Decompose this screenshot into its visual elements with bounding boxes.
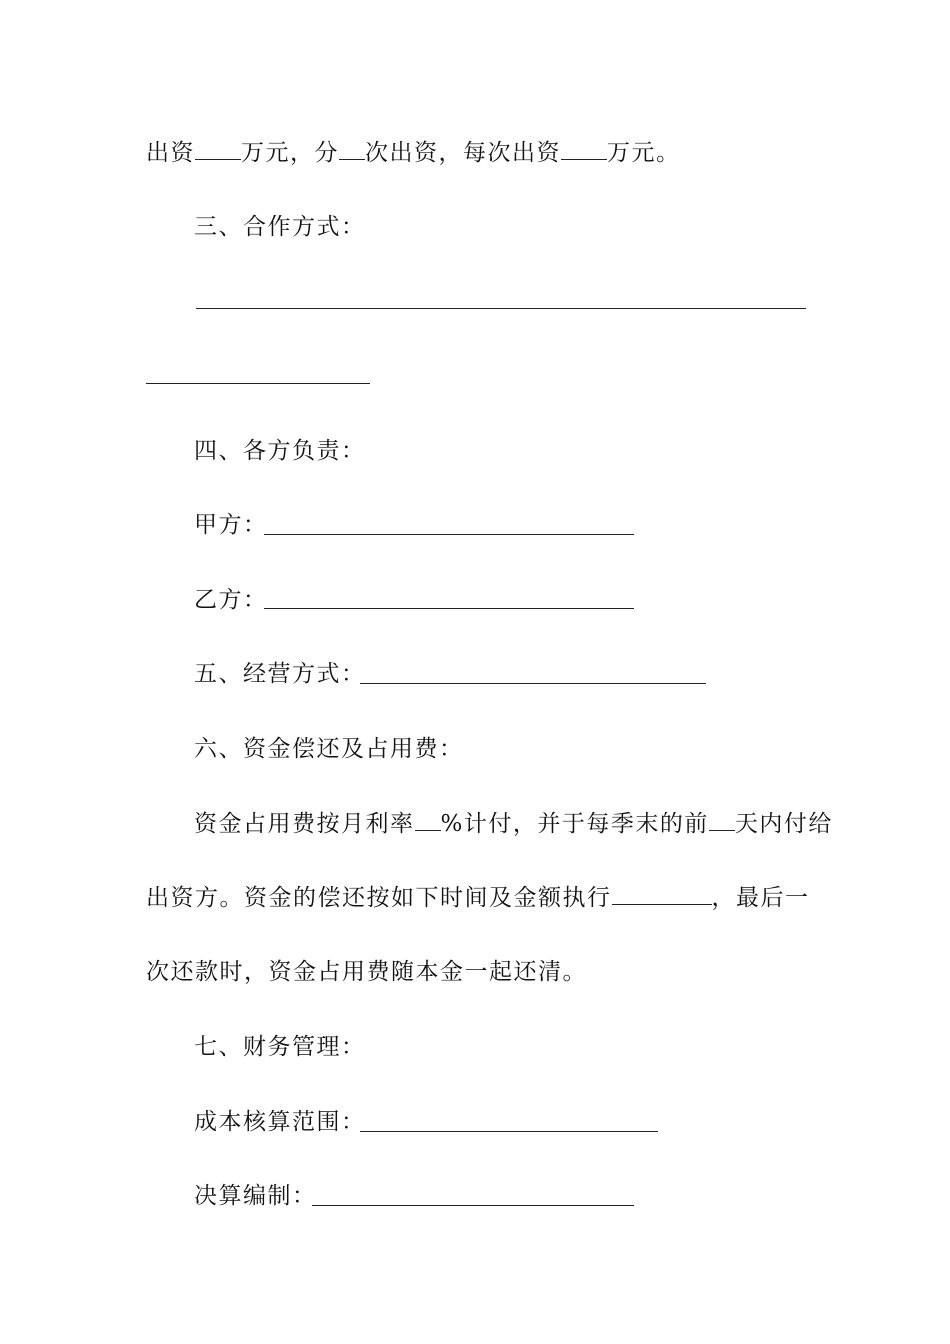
operation-method-blank[interactable] (360, 683, 706, 684)
contribution-paragraph (146, 138, 681, 168)
contribution-amount-blank[interactable] (195, 141, 241, 160)
fee-text-1: 资金占用费按月利率 (194, 811, 415, 837)
repayment-schedule-blank[interactable] (612, 886, 712, 905)
cost-scope-blank[interactable] (360, 1131, 658, 1132)
fee-text-3: 天内付给 (734, 811, 833, 837)
fee-text-2: %计付，并于每季末的前 (440, 811, 709, 837)
days-blank[interactable] (709, 812, 735, 831)
party-a-label: 甲方： (194, 512, 268, 538)
party-b-blank[interactable] (264, 608, 634, 609)
fee-text-line2a: 出资方。资金的偿还按如下时间及金额执行 (146, 885, 612, 911)
contribution-each-blank[interactable] (561, 141, 607, 160)
cost-scope-label: 成本核算范围： (194, 1109, 366, 1135)
section-4-title: 四、各方负责： (194, 438, 366, 464)
final-accounts-label: 决算编制： (194, 1183, 317, 1209)
party-b-label: 乙方： (194, 587, 268, 613)
cooperation-method-blank-1[interactable] (196, 308, 806, 309)
party-a-blank[interactable] (264, 534, 634, 535)
contribution-text-2: 万元，分 (241, 140, 339, 166)
section-6-title: 六、资金偿还及占用费： (194, 736, 464, 762)
contribution-times-blank[interactable] (339, 141, 365, 160)
fee-paragraph-line-2 (146, 883, 810, 913)
section-5-title: 五、经营方式： (194, 661, 366, 687)
fee-paragraph-line-1 (194, 809, 833, 839)
fee-paragraph-line-3: 次还款时，资金占用费随本金一起还清。 (146, 959, 587, 985)
section-3-title: 三、合作方式： (194, 214, 366, 240)
contribution-text-3: 次出资，每次出资 (365, 140, 561, 166)
contribution-text-4: 万元。 (607, 140, 681, 166)
contribution-text-1: 出资 (146, 140, 195, 166)
interest-rate-blank[interactable] (415, 812, 441, 831)
final-accounts-blank[interactable] (312, 1205, 634, 1206)
fee-text-line2b: ，最后一 (711, 885, 810, 911)
cooperation-method-blank-2[interactable] (146, 383, 370, 384)
section-7-title: 七、财务管理： (194, 1034, 366, 1060)
